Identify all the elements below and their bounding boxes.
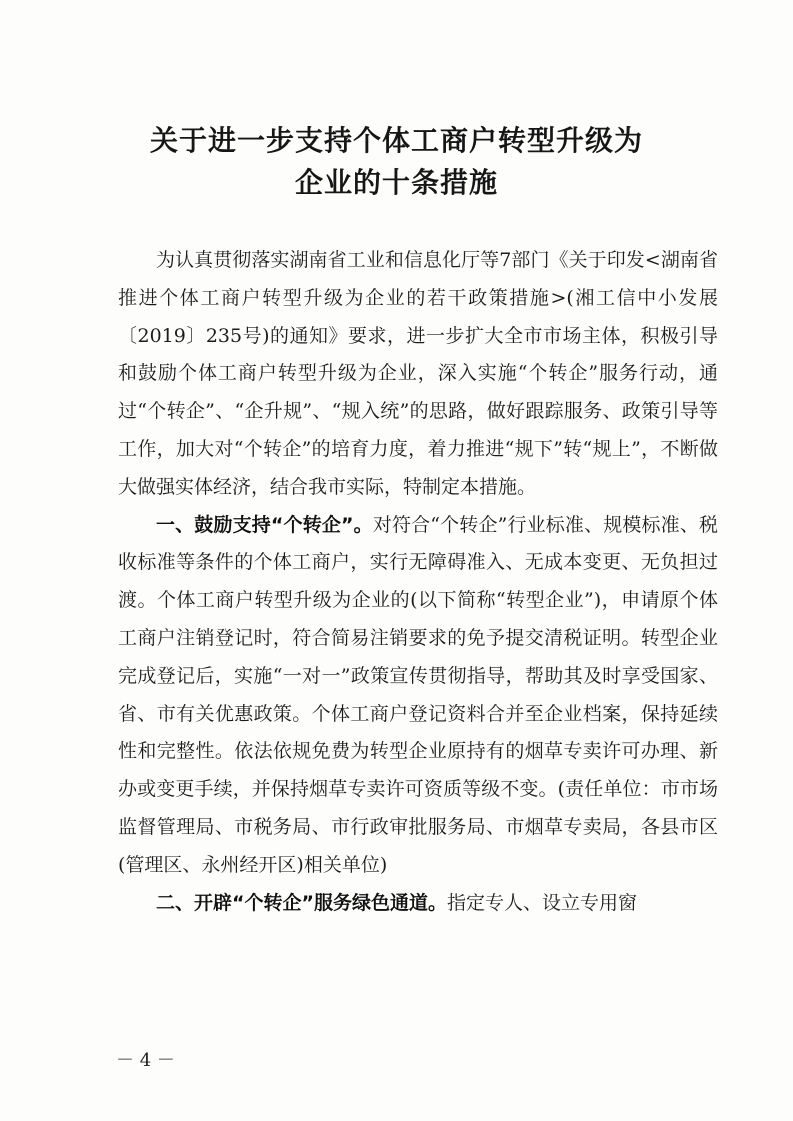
- document-title-line-1: 关于进一步支持个体工商户转型升级为: [149, 124, 643, 157]
- measure-1-heading: 一、鼓励支持“个转企”。: [156, 513, 373, 536]
- measure-1-paragraph: [118, 507, 718, 885]
- intro-paragraph: [118, 242, 718, 507]
- document-body: [118, 242, 718, 922]
- paragraph-text: 为认真贯彻落实湖南省工业和信息化厅等7部门《关于印发<湖南省推进个体工商户转型升级为企业的若干政策措施>(湘工信中小发展〔2019〕235号)的通知》要求，进一步扩大全市市场主体，积极引导和鼓励个体工商户转型升级为企业，深入实施“个转企”服务行动，通过“个转企”、“企升规”、“规入统”的思路，做好跟踪服务、政策引导等工作，加大对“个转企”的培育力度，着力推进“规下”转“规上”，不断做大做强实体经济，结合我市实际，特制定本措施。: [118, 249, 718, 498]
- measure-2-heading: 二、开辟“个转企”服务绿色通道。: [156, 891, 447, 914]
- page-number: － 4 －: [116, 1050, 175, 1071]
- measure-2-paragraph: [118, 885, 718, 923]
- document-title-line-2: 企业的十条措施: [294, 166, 498, 199]
- measure-1-text: 对符合“个转企”行业标准、规模标准、税收标准等条件的个体工商户，实行无障碍准入、无成本变更、无负担过渡。个体工商户转型升级为企业的(以下简称“转型企业”)，申请原个体工商户注销登记时，符合简易注销要求的免予提交清税证明。转型企业完成登记后，实施“一对一”政策宣传贯彻指导，帮助其及时享受国家、省、市有关优惠政策。个体工商户登记资料合并至企业档案，保持延续性和完整性。依法依规免费为转型企业原持有的烟草专卖许可办理、新办或变更手续，并保持烟草专卖许可资质等级不变。(责任单位：市市场监督管理局、市税务局、市行政审批服务局、市烟草专卖局，各县市区(管理区、永州经开区)相关单位): [118, 513, 718, 876]
- measure-2-text: 指定专人、设立专用窗: [446, 891, 637, 914]
